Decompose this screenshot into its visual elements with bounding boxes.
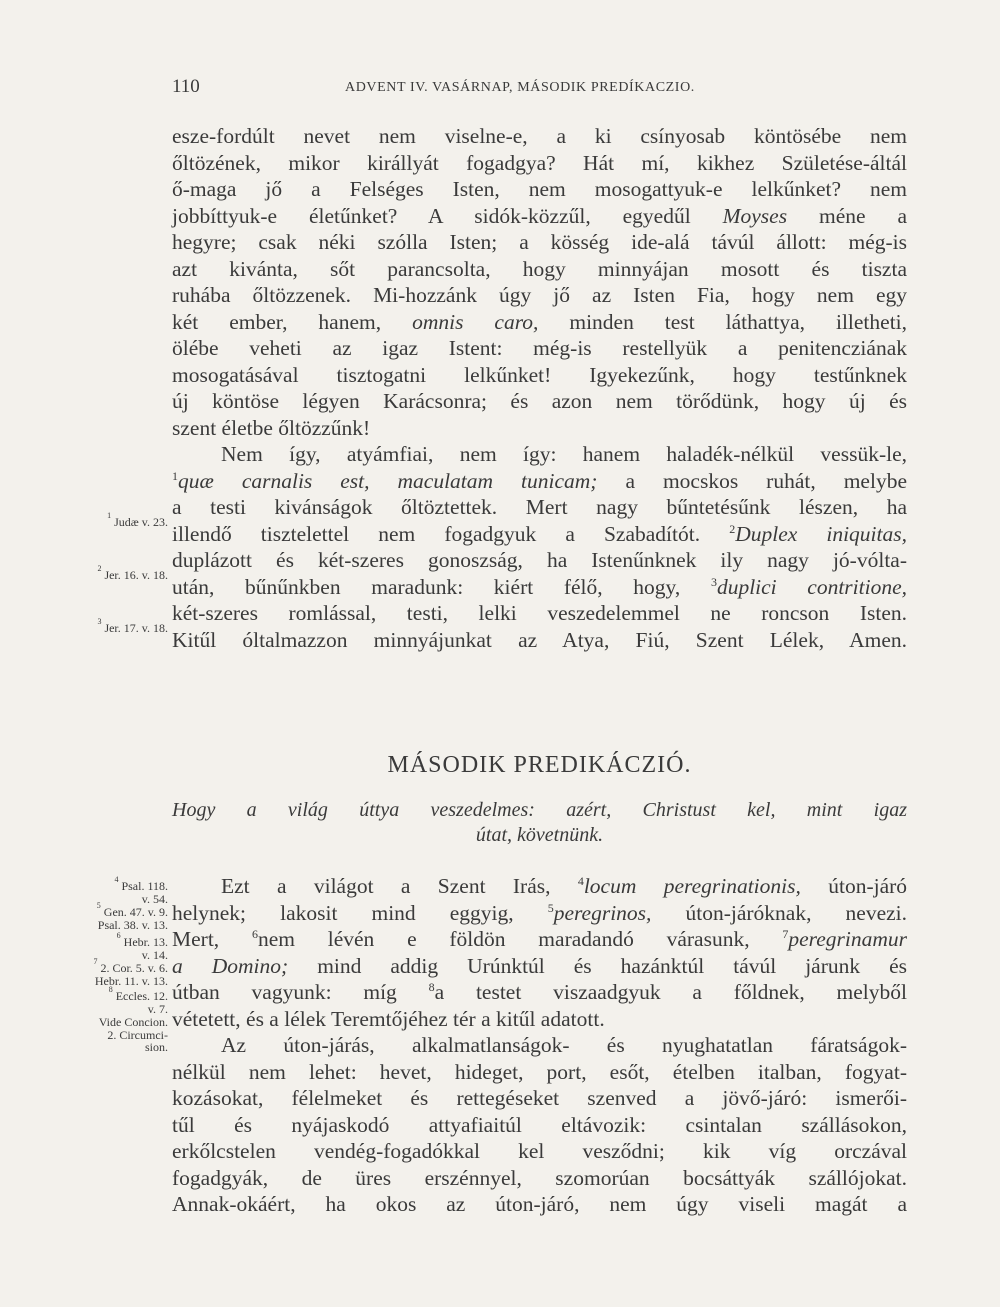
text-line: tűl és nyájaskodó attyafiaitúl eltávozik: csintalan szállásokon, <box>172 1112 907 1137</box>
text-line: őltözének, mikor királlyát fogadgya? Hát mí, kikhez Születése-áltál <box>172 150 907 175</box>
text-line: után, bűnűnkben maradunk: kiért félő, hogy, $^3$duplici contritione, <box>172 574 908 599</box>
margin-note: Vide Concion. 2. Circumci- sion. <box>98 1015 168 1054</box>
body-text-section-2 <box>172 873 907 1218</box>
text-line: fogadgyák, de üres erszénnyel, szomorúan bocsáttyák szállójokat. <box>172 1165 907 1190</box>
section-subtitle <box>172 798 907 848</box>
text-line: esze-fordúlt nevet nem viselne-e, a ki csínyosab köntösébe nem <box>172 124 907 148</box>
text-line: Nem így, atyámfiai, nem így: hanem haladék-nélkül vessük-le, <box>221 442 907 466</box>
text-line: Kitűl óltalmazzon minnyájunkat az Atya, Fiú, Szent Lélek, Amen. <box>172 627 907 652</box>
text-line: útban vagyunk: míg $^8$a testet viszaadgyuk a főldnek, melyből <box>172 980 907 1004</box>
running-head: ADVENT IV. VASÁRNAP, MÁSODIK PREDÍKACZIO. <box>345 80 695 95</box>
text-line: a testi kivánságok őltöztettek. Mert nagy bűntetésűnk lészen, ha <box>172 495 907 519</box>
page-number: 110 <box>172 76 200 97</box>
page-header <box>0 76 1000 104</box>
text-line: szent életbe őltözzűnk! <box>172 415 371 440</box>
text-line: Az úton-járás, alkalmatlanságok- és nyughatatlan fáratságok- <box>221 1033 907 1057</box>
margin-note: $^6$ Hebr. 13. v. 14. <box>116 931 168 962</box>
text-line: Ezt a világot a Szent Irás, $^4$locum peregrinationis, úton-járó <box>221 874 908 898</box>
text-line: illendő tisztelettel nem fogadgyuk a Szabadítót. $^2$Duplex iniquitas, <box>172 521 907 546</box>
text-line: mosogatásával tisztogatni lelkűnket! Igyekezűnk, hogy testűnknek <box>172 362 907 387</box>
text-line: jobbíttyuk-e életűnket? A sidók-közzűl, egyedűl Moyses méne a <box>172 203 908 228</box>
text-line: a Domino; mind addig Urúnktúl és hazánktúl távúl járunk és <box>172 953 908 978</box>
text-line: Mert, $^6$nem lévén e földön maradandó várasunk, $^7$peregrinamur <box>172 927 908 951</box>
text-line: ő-maga jő a Felséges Isten, nem mosogattyuk-e lelkűnket? nem <box>172 177 907 201</box>
text-line: két-szeres romlással, testi, lelki veszedelemmel ne roncson Isten. <box>172 601 907 625</box>
text-line: helynek; lakosit mind eggyig, $^5$peregrinos, úton-járóknak, nevezi. <box>172 900 908 925</box>
margin-note: $^8$ Eccles. 12. v. 7. <box>108 985 168 1016</box>
margin-note: $^5$ Gen. 47. v. 9. Psal. 38. v. 13. <box>96 901 168 932</box>
margin-note: $^3$ Jer. 17. v. 18. <box>97 617 168 635</box>
text-line: ruhába őltözzenek. Mi-hozzánk úgy jő az Isten Fia, hogy nem egy <box>172 283 907 307</box>
text-line: ölébe veheti az igaz Istent: még-is restellyük a penitencziának <box>172 336 907 360</box>
text-line: kozásokat, félelmeket és rettegéseket szenved a jövő-járó: ismerői- <box>172 1086 907 1110</box>
text-line: két ember, hanem, omnis caro, minden test láthattya, illetheti, <box>172 309 908 334</box>
text-line: hegyre; csak néki szólla Isten; a kösség ide-alá távúl állott: még-is <box>172 230 907 254</box>
subtitle-line: útat, követnünk. <box>475 824 604 846</box>
text-line: erkőlcstelen vendég-fogadókkal kel vesződni; kik víg orczával <box>172 1139 907 1163</box>
margin-note: $^4$ Psal. 118. v. 54. <box>114 875 168 906</box>
text-line: azt kivánta, sőt parancsolta, hogy minnyájan mosott és tiszta <box>172 256 907 281</box>
text-line: duplázott és két-szeres gonoszság, ha Istenűnknek ily nagy jó-vólta- <box>172 548 907 572</box>
text-line: Annak-okáért, ha okos az úton-járó, nem úgy viseli magát a <box>172 1192 907 1216</box>
margin-note: $^7$ 2. Cor. 5. v. 6. Hebr. 11. v. 13. <box>93 957 168 988</box>
subtitle-line: Hogy a világ úttya veszedelmes: azért, Christust kel, mint igaz <box>172 799 907 821</box>
section-title: MÁSODIK PREDIKÁCZIÓ. <box>387 752 692 778</box>
body-text-section-1 <box>172 123 907 653</box>
margin-note: $^1$ Judæ v. 23. <box>107 511 168 529</box>
text-line: $^1$quæ carnalis est, maculatam tunicam; a mocskos ruhát, melybe <box>172 468 907 493</box>
text-line: vétetett, és a lélek Teremtőjéhez tér a kitűl adatott. <box>172 1006 605 1031</box>
text-line: új köntöse légyen Karácsonra; és azon nem törődünk, hogy új és <box>172 389 907 413</box>
margin-note: $^2$ Jer. 16. v. 18. <box>97 564 168 582</box>
text-line: nélkül nem lehet: hevet, hideget, port, esőt, ételben italban, fogyat- <box>172 1059 907 1084</box>
